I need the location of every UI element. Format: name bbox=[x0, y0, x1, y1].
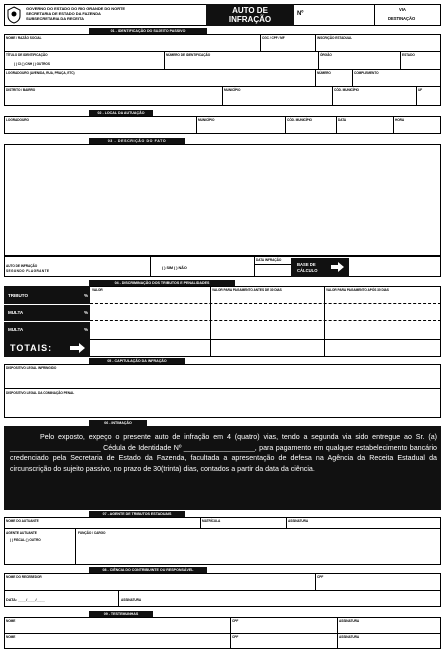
col-header-before-30: VALOR PARA PAGAMENTO ANTES DE 30 DIAS bbox=[212, 288, 282, 292]
row-divider bbox=[90, 320, 441, 321]
ack-signature-label: ASSINATURA bbox=[121, 598, 142, 602]
calc-base-line-2: CÁLCULO bbox=[297, 268, 318, 273]
agent-name-label: NOME DO AUTUANTE bbox=[6, 519, 39, 523]
section-title-agent: 07 - AGENTE DE TRIBUTOS ESTADUAIS bbox=[89, 511, 185, 517]
org-line-2: SECRETARIA DE ESTADO DA FAZENDA bbox=[26, 11, 101, 16]
title-line-2: INFRAÇÃO bbox=[228, 15, 272, 24]
description-box[interactable] bbox=[4, 144, 441, 256]
totals-block bbox=[4, 339, 90, 357]
col-divider bbox=[164, 51, 165, 69]
field-state-reg-label: INSCRIÇÃO ESTADUAL bbox=[317, 36, 352, 40]
row-label-tributo: TRIBUTO bbox=[8, 293, 28, 298]
ack-cpf-label: CPF bbox=[317, 575, 324, 579]
section-title-taxes: 04 - DISCRIMINAÇÃO DOS TRIBUTOS E PENALIDADES bbox=[89, 280, 235, 286]
field-municipality-label: MUNICÍPIO bbox=[224, 88, 241, 92]
col-divider bbox=[416, 86, 417, 106]
col-divider bbox=[200, 517, 201, 528]
row-divider bbox=[4, 388, 441, 389]
ack-receiver-label: NOME DO RECEBEDOR bbox=[6, 575, 42, 579]
col-divider bbox=[315, 573, 316, 590]
row-divider bbox=[4, 321, 90, 322]
agent-signature-label: ASSINATURA bbox=[288, 519, 309, 523]
agent-role-options[interactable]: ( ) FISCAL ( ) OUTRO bbox=[10, 538, 41, 542]
row-divider bbox=[4, 633, 441, 634]
field-id-options[interactable]: ( ) CI ( ) CNH ( ) OUTROS bbox=[14, 62, 50, 66]
section-title-identification: 01 - IDENTIFICAÇÃO DO SUJEITO PASSIVO bbox=[89, 28, 207, 34]
org-line-3: SUBSECRETARIA DA RECEITA bbox=[26, 16, 84, 21]
col-divider bbox=[393, 116, 394, 134]
infraction-date-label: DATA INFRAÇÃO bbox=[256, 258, 282, 262]
section-title-legal: 05 - CAPITULAÇÃO DA INFRAÇÃO bbox=[89, 358, 185, 364]
witness-1-name-label: NOME bbox=[6, 619, 16, 623]
loc-date-label: DATA bbox=[338, 118, 347, 122]
field-number-label: NÚMERO bbox=[317, 71, 331, 75]
loc-mun-code-label: CÓD. MUNICÍPIO bbox=[287, 118, 312, 122]
row-label-multa-2: MULTA bbox=[8, 327, 24, 332]
row-label-multa-1: MULTA bbox=[8, 310, 24, 315]
witness-2-cpf-label: CPF bbox=[232, 635, 239, 639]
col-divider bbox=[337, 617, 338, 649]
agent-role-label: AGENTE AUTUANTE bbox=[6, 531, 37, 535]
col-divider bbox=[260, 34, 261, 51]
legal-violated-label: DISPOSITIVO LEGAL INFRINGIDO bbox=[6, 366, 57, 370]
col-divider bbox=[230, 617, 231, 649]
calc-base-line-1: BASE DE bbox=[297, 262, 316, 267]
flagrant-label-2: SEGUNDO FLAGRANTE bbox=[6, 269, 50, 273]
col-divider bbox=[286, 517, 287, 528]
arrow-right-icon bbox=[70, 343, 85, 354]
field-uf-label: ESTADO bbox=[402, 53, 415, 57]
field-complement-label: COMPLEMENTO bbox=[354, 71, 379, 75]
col-divider bbox=[196, 116, 197, 134]
field-district-label: DISTRITO / BAIRRO bbox=[6, 88, 36, 92]
row-divider bbox=[4, 304, 90, 305]
location-box bbox=[4, 116, 441, 134]
col-divider bbox=[75, 528, 76, 565]
col-divider bbox=[254, 256, 255, 277]
col-divider bbox=[324, 286, 325, 357]
section-title-description: 03 - DESCRIÇÃO DO FATO bbox=[89, 138, 185, 144]
field-cgc-label: CGC / CPF / MF bbox=[262, 36, 285, 40]
section-title-acknowledgement: 08 - CIÊNCIA DO CONTRIBUINTE OU RESPONSÁVEL bbox=[89, 567, 207, 573]
totals-label: TOTAIS: bbox=[10, 343, 53, 353]
section-title-notification: 06 - INTIMAÇÃO bbox=[89, 420, 147, 426]
row-divider bbox=[4, 528, 441, 529]
legal-penalty-label: DISPOSITIVO LEGAL DA COMINAÇÃO PENAL bbox=[6, 391, 75, 395]
notification-block bbox=[4, 426, 441, 510]
header-divider bbox=[374, 4, 375, 26]
col-header-after-30: VALOR PARA PAGAMENTO APÓS 30 DIAS bbox=[326, 288, 389, 292]
section-title-location: 02 - LOCAL DA AUTUAÇÃO bbox=[89, 110, 153, 116]
title-line-1: AUTO DE bbox=[232, 6, 268, 15]
number-label: Nº bbox=[297, 11, 304, 17]
col-divider bbox=[118, 590, 119, 607]
col-divider bbox=[315, 34, 316, 51]
field-issuer-label: ÓRGÃO bbox=[320, 53, 332, 57]
arrow-right-icon bbox=[331, 262, 344, 273]
witness-2-name-label: NOME bbox=[6, 635, 16, 639]
coat-of-arms-icon bbox=[6, 6, 22, 24]
field-name-label: NOME / RAZÃO SOCIAL bbox=[6, 36, 42, 40]
row-divider bbox=[90, 303, 441, 304]
flagrant-label-1: AUTO DE INFRAÇÃO bbox=[6, 264, 38, 268]
col-divider bbox=[150, 256, 151, 277]
col-divider bbox=[352, 69, 353, 86]
col-divider bbox=[315, 69, 316, 86]
loc-place-label: LOGRADOURO bbox=[6, 118, 29, 122]
section-title-witnesses: 09 - TESTEMUNHAS bbox=[89, 611, 153, 617]
field-address-label: LOGRADOURO (AVENIDA, RUA, PRAÇA, ETC) bbox=[6, 71, 75, 75]
calc-base-block bbox=[291, 258, 349, 277]
col-divider bbox=[285, 116, 286, 134]
col-header-value: VALOR bbox=[92, 288, 103, 292]
pct-2: % bbox=[84, 310, 89, 315]
flagrant-yes-no[interactable]: ( ) SIM ( ) NÃO bbox=[162, 266, 187, 270]
field-uf2-label: UF bbox=[418, 88, 423, 92]
loc-municipality-label: MUNICÍPIO bbox=[198, 118, 215, 122]
field-id-number-label: NÚMERO DE IDENTIFICAÇÃO bbox=[166, 53, 211, 57]
col-divider bbox=[222, 86, 223, 106]
pct-1: % bbox=[84, 293, 89, 298]
row-divider bbox=[254, 264, 291, 265]
col-divider bbox=[210, 286, 211, 357]
pct-3: % bbox=[84, 327, 89, 332]
ack-date-label[interactable]: DATA: ____/____/____ bbox=[6, 598, 45, 602]
via-label: VIA bbox=[399, 7, 406, 12]
row-divider bbox=[4, 69, 441, 70]
via-value: DESTINAÇÃO bbox=[388, 16, 416, 21]
title-block bbox=[206, 4, 294, 26]
agent-functions-label: FUNÇÃO / CARGO bbox=[78, 531, 106, 535]
col-divider bbox=[400, 51, 401, 69]
witness-2-signature-label: ASSINATURA bbox=[339, 635, 360, 639]
col-divider bbox=[336, 116, 337, 134]
field-id-title-label: TÍTULO DE IDENTIFICAÇÃO bbox=[6, 53, 48, 57]
agent-registration-label: MATRÍCULA bbox=[202, 519, 221, 523]
row-divider bbox=[4, 590, 441, 591]
row-divider bbox=[4, 51, 441, 52]
col-divider bbox=[332, 86, 333, 106]
flagrant-box bbox=[4, 256, 441, 277]
col-divider bbox=[318, 51, 319, 69]
notification-text: Pelo exposto, expeço o presente auto de infração em 4 (quatro) vias, tendo a segunda via sido entregue ao Sr. (a) _______________________ Cédula de Identidade Nº __________________, para pagamento em qualquer estabelecimento bancário credenciado pela Secretaria de Estado da Fazenda, facultada a apresentação de defesa na Agência da Receita Estadual da circunscrição do sujeito passivo, no prazo de 30(trinta) dias, contados a partir da data da ciência. bbox=[10, 433, 437, 473]
loc-time-label: HORA bbox=[395, 118, 405, 122]
agent-box bbox=[4, 517, 441, 565]
org-line-1: GOVERNO DO ESTADO DO RIO GRANDE DO NORTE bbox=[26, 6, 126, 11]
witness-1-cpf-label: CPF bbox=[232, 619, 239, 623]
field-mun-code-label: CÓD. MUNICÍPIO bbox=[334, 88, 359, 92]
witness-1-signature-label: ASSINATURA bbox=[339, 619, 360, 623]
